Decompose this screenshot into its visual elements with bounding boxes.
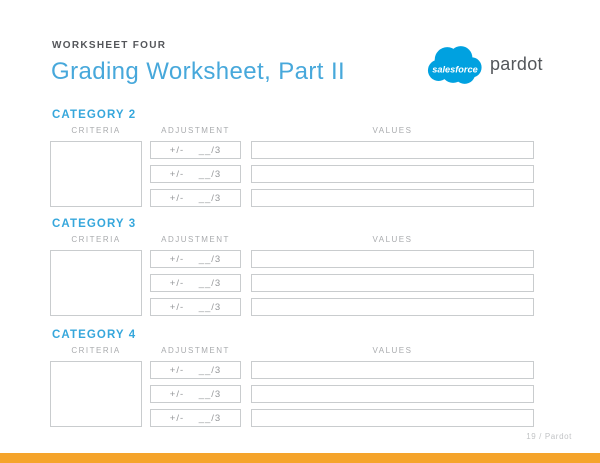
adjustment-placeholder: +/- __/3 (169, 388, 222, 400)
adjustment-placeholder: +/- __/3 (169, 253, 222, 265)
criteria-column-label: CRITERIA (71, 126, 121, 135)
value-input-box[interactable] (251, 250, 534, 268)
adjustment-input-box[interactable] (150, 141, 241, 159)
adjustment-input-box[interactable] (150, 385, 241, 403)
adjustment-column-label: ADJUSTMENT (161, 126, 230, 135)
adjustment-input-box[interactable] (150, 165, 241, 183)
adjustment-placeholder: +/- __/3 (169, 277, 222, 289)
category-2-section (50, 109, 536, 209)
adjustment-input-box[interactable] (150, 274, 241, 292)
salesforce-cloud-icon (426, 45, 484, 86)
value-input-box[interactable] (251, 189, 534, 207)
adjustment-column-label: ADJUSTMENT (161, 235, 230, 244)
criteria-column-label: CRITERIA (71, 346, 121, 355)
adjustment-column-label: ADJUSTMENT (161, 346, 230, 355)
values-column-label: VALUES (372, 346, 413, 355)
adjustment-placeholder: +/- __/3 (169, 192, 222, 204)
category-heading: CATEGORY 4 (52, 329, 137, 341)
value-input-box[interactable] (251, 141, 534, 159)
value-input-box[interactable] (251, 409, 534, 427)
adjustment-input-box[interactable] (150, 250, 241, 268)
value-input-box[interactable] (251, 361, 534, 379)
value-input-box[interactable] (251, 165, 534, 183)
worksheet-eyebrow: WORKSHEET FOUR (52, 40, 167, 51)
values-column-label: VALUES (372, 126, 413, 135)
value-input-box[interactable] (251, 298, 534, 316)
pardot-wordmark: pardot (490, 54, 543, 74)
adjustment-placeholder: +/- __/3 (169, 144, 222, 156)
adjustment-input-box[interactable] (150, 189, 241, 207)
category-heading: CATEGORY 3 (52, 218, 137, 230)
adjustment-placeholder: +/- __/3 (169, 301, 222, 313)
criteria-column-label: CRITERIA (71, 235, 121, 244)
adjustment-placeholder: +/- __/3 (169, 412, 222, 424)
values-column-label: VALUES (372, 235, 413, 244)
value-input-box[interactable] (251, 385, 534, 403)
bottom-accent-bar (0, 453, 600, 463)
category-heading: CATEGORY 2 (52, 109, 137, 121)
criteria-input-box[interactable] (50, 361, 142, 427)
adjustment-input-box[interactable] (150, 409, 241, 427)
category-4-section (50, 329, 536, 429)
page-number-footer: 19 / Pardot (526, 432, 572, 441)
criteria-input-box[interactable] (50, 141, 142, 207)
salesforce-wordmark: salesforce (432, 64, 478, 75)
adjustment-placeholder: +/- __/3 (169, 364, 222, 376)
criteria-input-box[interactable] (50, 250, 142, 316)
adjustment-placeholder: +/- __/3 (169, 168, 222, 180)
adjustment-input-box[interactable] (150, 298, 241, 316)
salesforce-pardot-logo (426, 45, 543, 86)
value-input-box[interactable] (251, 274, 534, 292)
page-title: Grading Worksheet, Part II (51, 58, 346, 85)
adjustment-input-box[interactable] (150, 361, 241, 379)
category-3-section (50, 218, 536, 318)
